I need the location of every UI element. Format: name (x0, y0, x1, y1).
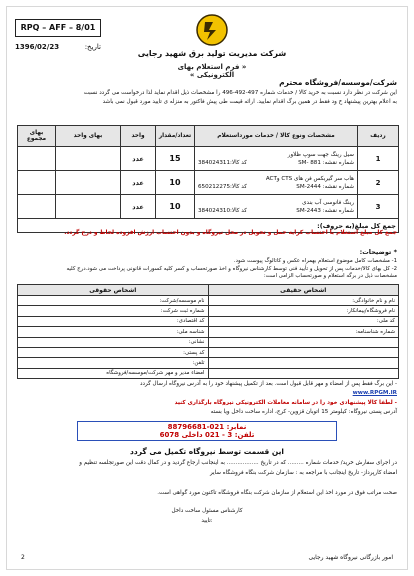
note-3: مشخصات ذیل در برگه استعلام و صورتحساب الزامی است: (263, 273, 397, 279)
row-number: 2 (358, 171, 399, 195)
col-spec: مشخصات ونوع کالا / خدمات مورداستعلام (195, 126, 358, 147)
total-price-cell[interactable] (18, 195, 56, 219)
party-field[interactable]: نشانی: (18, 337, 209, 347)
plant-section-title: این قسمت توسط نیروگاه تکمیل می گردد (130, 447, 284, 456)
plant-line-3: صحت مراتب فوق در مورد اخذ این استعلام از سازمان شرکت بنگاه فروشگاه تاکنون مورد گواهی است. (157, 490, 397, 496)
page-number: 2 (21, 554, 25, 561)
table-row (18, 147, 399, 171)
table-row (18, 296, 399, 306)
item-part-number: شماره نقشه: SM-2443 (296, 207, 354, 214)
item-part-number: شماره نقشه: SM-2444 (296, 183, 354, 190)
party-field[interactable] (208, 368, 399, 378)
item-code: کد کالا:384024311 (198, 159, 247, 166)
table-row (18, 337, 399, 347)
plant-line-2: امضاء کارپرداز- تاریخ اینجانب با مراجعه به : سازمان شرکت بنگاه فروشگاه سایر (209, 470, 397, 476)
item-part-number: شماره نقشه: SM- 881 (298, 159, 354, 166)
instruction-3: - لطفا کالا پیشنهادی خود را در سامانه معاملات الکترونیکی نیروگاه بارگذاری کنید (174, 400, 397, 406)
item-qty: 15 (156, 147, 195, 171)
intro-line-2: به اعلام بهترین پیشنهاد خ ود فقط در همین برگ اقدام نمایید. ارائه قیمت طی پیش فاکتور به منزله ی تایید مورد قبول نمی باشد (102, 99, 397, 105)
total-price-cell[interactable] (18, 171, 56, 195)
party-field[interactable]: نام فروشگاه/پیمانکار: (208, 306, 399, 316)
document-page (6, 6, 408, 570)
company-name: شرکت مدیریت تولید برق شهید رجایی (137, 49, 287, 58)
parties-table (17, 284, 399, 379)
form-title: « فرم استعلام بهای الکترونیکی » (177, 63, 247, 79)
item-name: سیل رینگ جهت سوپ ظلاور (287, 151, 354, 158)
signature-field[interactable]: امضاء مدیر و مهر شرکت/موسسه/فروشگاه (18, 368, 209, 378)
col-total-price: بهای مجموع (18, 126, 56, 147)
party-field[interactable]: نام و نام خانوادگی: (208, 296, 399, 306)
natural-persons-header: اشخاص حقیقی (208, 285, 399, 296)
row-spec (195, 195, 358, 219)
legal-persons-header: اشخاص حقوقی (18, 285, 209, 296)
unit-price-cell[interactable] (56, 147, 121, 171)
items-header-row (18, 126, 399, 147)
party-field[interactable]: شماره شناسنامه: (208, 327, 399, 337)
party-field[interactable]: کد ملی: (208, 316, 399, 326)
intro-line-1: این شرکت در نظر دارد نسبت به خرید کالا / خدمات شماره 497-492-496 را مشخصات ذیل اقدام نماید لذا درخواست می گردد نسبت (83, 90, 397, 96)
table-row (18, 171, 399, 195)
item-code: کد کالا:384024310 (198, 207, 247, 214)
note-1: 1- مشخصات کامل موضوع استعلام بهمراه عکس و کاتالوگ پیوست شود. (233, 258, 397, 264)
table-row (18, 306, 399, 316)
col-unit-price: بهای واحد (56, 126, 121, 147)
instruction-4: آدرس پستی نیروگاه: کیلومتر 15 اتوبان قزوین- کرج، اداره ساخت داخل ویا بسته (210, 409, 397, 415)
row-number: 1 (358, 147, 399, 171)
col-qty: تعداد/مقدار (156, 126, 195, 147)
party-field[interactable] (208, 337, 399, 347)
party-field[interactable]: تلفن: (18, 358, 209, 368)
note-2: 2- کل بهای کالا/خدمات پس از تحویل و تأیید فنی توسط کارشناس نیروگاه و اخذ صورتحساب و کسر کلیه کسورات قانونی پرداخت می شود.درج کلیه (66, 266, 397, 272)
party-field[interactable]: کد اقتصادی: (18, 316, 209, 326)
item-unit: عدد (121, 195, 156, 219)
total-amount-words[interactable]: جمع کل مبلغ(به حروف): (18, 219, 399, 233)
instruction-2 (17, 389, 397, 397)
table-row (18, 347, 399, 357)
item-unit: عدد (121, 171, 156, 195)
unit-price-cell[interactable] (56, 195, 121, 219)
company-logo (195, 13, 229, 47)
date-line (15, 43, 101, 51)
date-value: 1396/02/23 (15, 43, 60, 51)
item-code: کد کالا:650212275 (198, 183, 247, 190)
fax-number: نمابر: 021-88796681 (167, 423, 247, 431)
item-qty: 10 (156, 171, 195, 195)
party-field[interactable] (208, 358, 399, 368)
table-row (18, 316, 399, 326)
plant-line-1: در اجرای سفارش خرید/ خدمات شماره ......... که در تاریخ .................. به اینجانب ارجاع گردید و در کمال دقت این صورتجلسه تنظیم و (79, 460, 397, 466)
item-name: رینگ فانوسی آب بندی (302, 199, 354, 206)
items-table (17, 125, 399, 233)
party-field[interactable]: کد پستی: (18, 347, 209, 357)
party-field[interactable]: شناسه ملی: (18, 327, 209, 337)
price-notice: جمع کل مبلغ استعلام با احتساب کرایه حمل و تحویل در محل نیروگاه و بدون احتساب ارزش افزوده لحاظ و درج گردد. (64, 230, 397, 236)
signer-confirm: تایید: (201, 518, 213, 524)
table-row (18, 195, 399, 219)
form-code: RPQ – AFF – 8/01 (15, 19, 101, 37)
row-number: 3 (358, 195, 399, 219)
row-spec (195, 171, 358, 195)
item-unit: عدد (121, 147, 156, 171)
url-link[interactable]: www.RPGM.IR (352, 390, 397, 396)
signer-title: کارشناس مسئول ساخت داخل (171, 508, 243, 514)
phone-number: تلفن: 3 - 021 داخلی 6078 (159, 431, 255, 439)
table-row (18, 368, 399, 378)
form-code-block (15, 19, 101, 51)
table-row (18, 358, 399, 368)
addressee: شرکت/موسسه/فروشگاه محترم (279, 78, 397, 87)
party-field[interactable]: شماره ثبت شرکت: (18, 306, 209, 316)
row-spec (195, 147, 358, 171)
notes-title: * توضیحات: (359, 248, 397, 256)
footer-department: امور بازرگانی نیروگاه شهید رجایی (308, 554, 393, 561)
date-label: تاریخ: (84, 43, 101, 51)
col-row: ردیف (358, 126, 399, 147)
party-field[interactable] (208, 347, 399, 357)
table-row (18, 327, 399, 337)
col-unit: واحد (121, 126, 156, 147)
instruction-1: - این برگ فقط پس از امضاء و مهر قابل قبول است. بعد از تکمیل پیشنهاد خود را به آدرس نیروگاه ارسال گردد (140, 381, 397, 387)
unit-price-cell[interactable] (56, 171, 121, 195)
intro-text (17, 89, 397, 107)
contact-box (77, 421, 337, 441)
item-name: هاب سر گیربکس فن های CTS وACT (265, 175, 354, 182)
item-qty: 10 (156, 195, 195, 219)
total-price-cell[interactable] (18, 147, 56, 171)
party-field[interactable]: نام موسسه/شرکت: (18, 296, 209, 306)
